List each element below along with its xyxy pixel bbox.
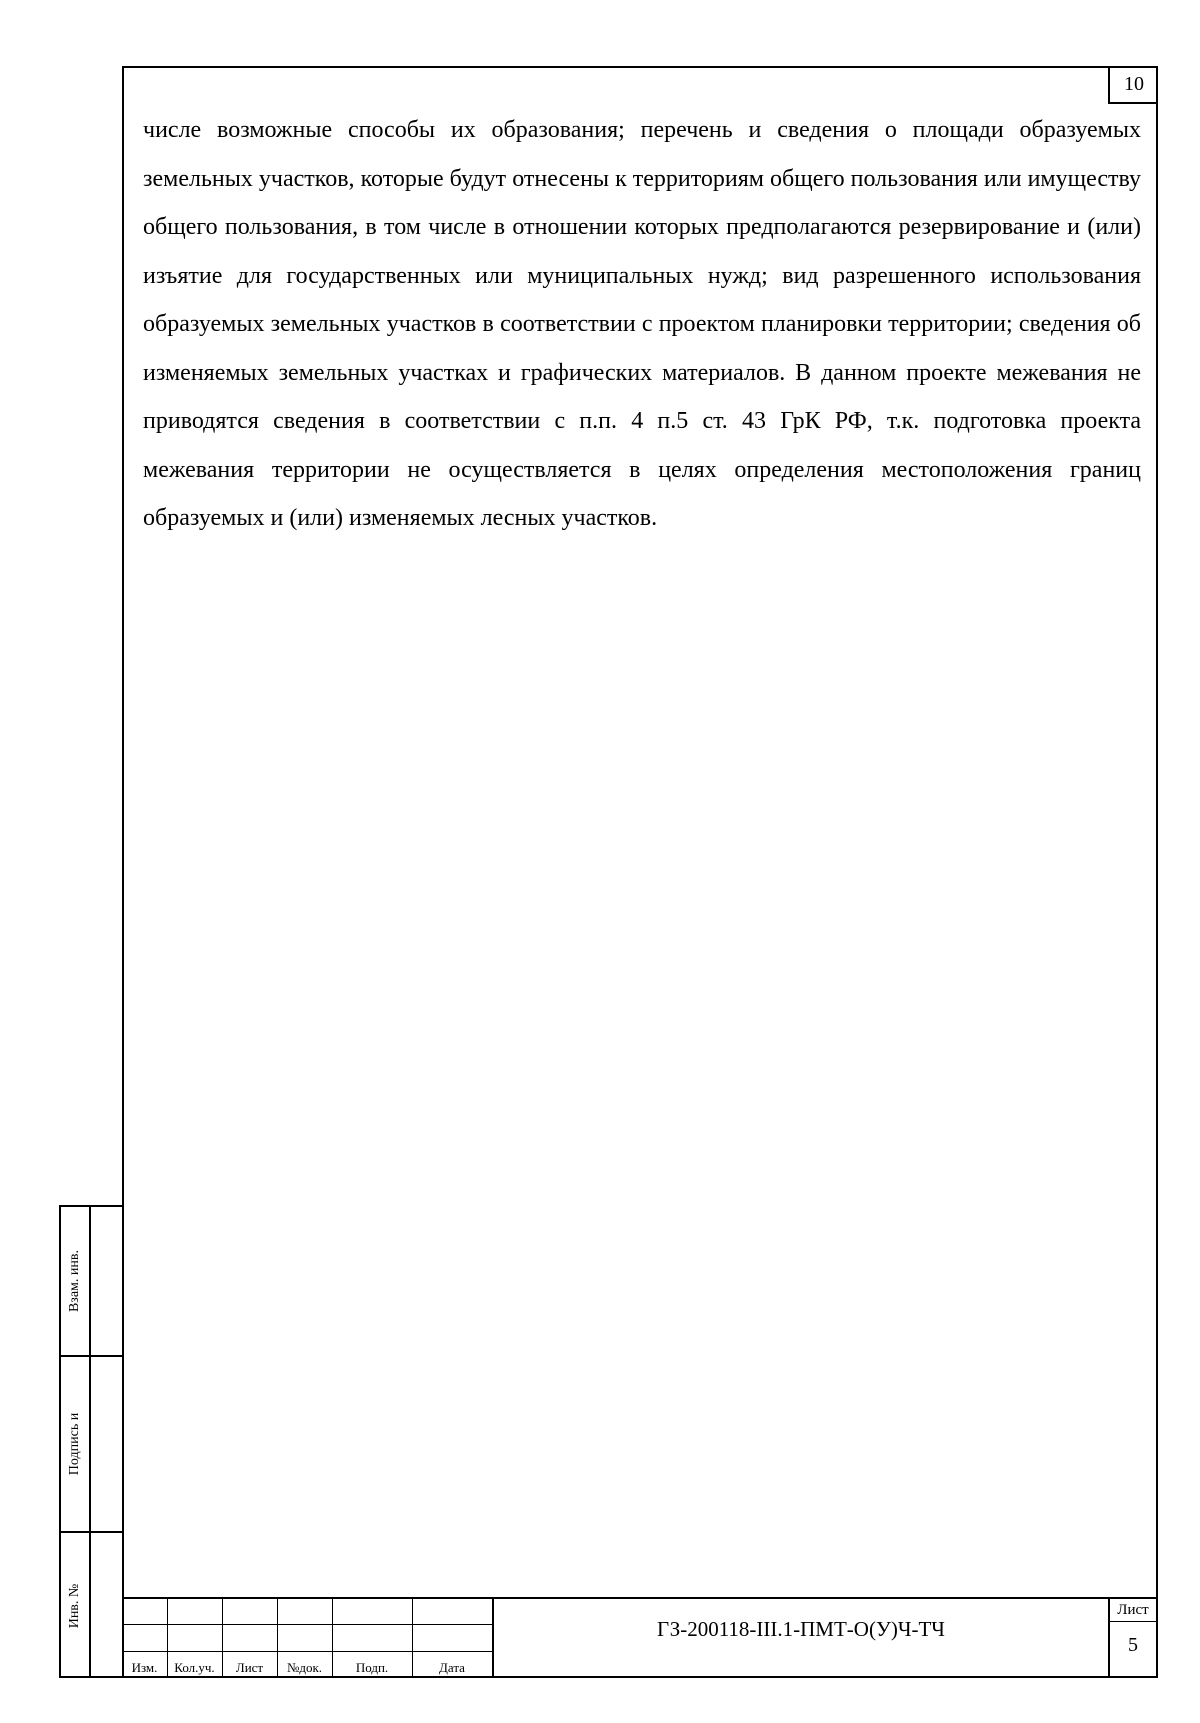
sheet-cell	[1108, 1599, 1156, 1678]
side-stamp	[59, 1205, 124, 1678]
col-header-izm: Изм.	[131, 1660, 158, 1675]
col-header-data: Дата	[439, 1660, 465, 1675]
col-header-podp: Подп.	[355, 1660, 389, 1675]
col-header-kol-uch: Кол.уч.	[174, 1660, 215, 1675]
side-cell-podpis	[61, 1355, 124, 1531]
grid-line	[122, 1624, 492, 1625]
sheet-number: 5	[1128, 1634, 1138, 1656]
revision-grid	[122, 1599, 492, 1678]
side-cell-vzam-inv	[61, 1207, 124, 1355]
col-header-list: Лист	[235, 1660, 264, 1675]
side-label-vzam-inv: Взам. инв.	[67, 1249, 82, 1313]
side-cell-inv-no	[61, 1531, 124, 1678]
page-number: 10	[1108, 66, 1158, 104]
title-block	[122, 1597, 1158, 1678]
sheet-label: Лист	[1110, 1599, 1156, 1622]
col-header-ndok: №док.	[286, 1660, 323, 1675]
side-label-inv-no: Инв. №	[67, 1583, 82, 1628]
body-paragraph: числе возможные способы их образования; перечень и сведения о площади образуемых земельных участков, которые будут отнесены к территориям общего пользования или имуществу общего пользования, в том числе в отношении которых предполагаются резервирование и (или) изъятие для государственных или муниципальных нужд; вид разрешенного использования образуемых земельных участков в соответствии с проектом планировки территории; сведения об изменяемых земельных участках и графических материалов. В данном проекте межевания не приводятся сведения в соответствии с п.п. 4 п.5 ст. 43 ГрК РФ, т.к. подготовка проекта межевания территории не осуществляется в целях определения местоположения границ образуемых и (или) изменяемых лесных участков.	[143, 117, 1141, 531]
grid-line	[122, 1651, 492, 1652]
side-label-podpis: Подпись и	[67, 1412, 82, 1476]
document-code: ГЗ-200118-III.1-ПМТ-О(У)Ч-ТЧ	[492, 1599, 1108, 1678]
